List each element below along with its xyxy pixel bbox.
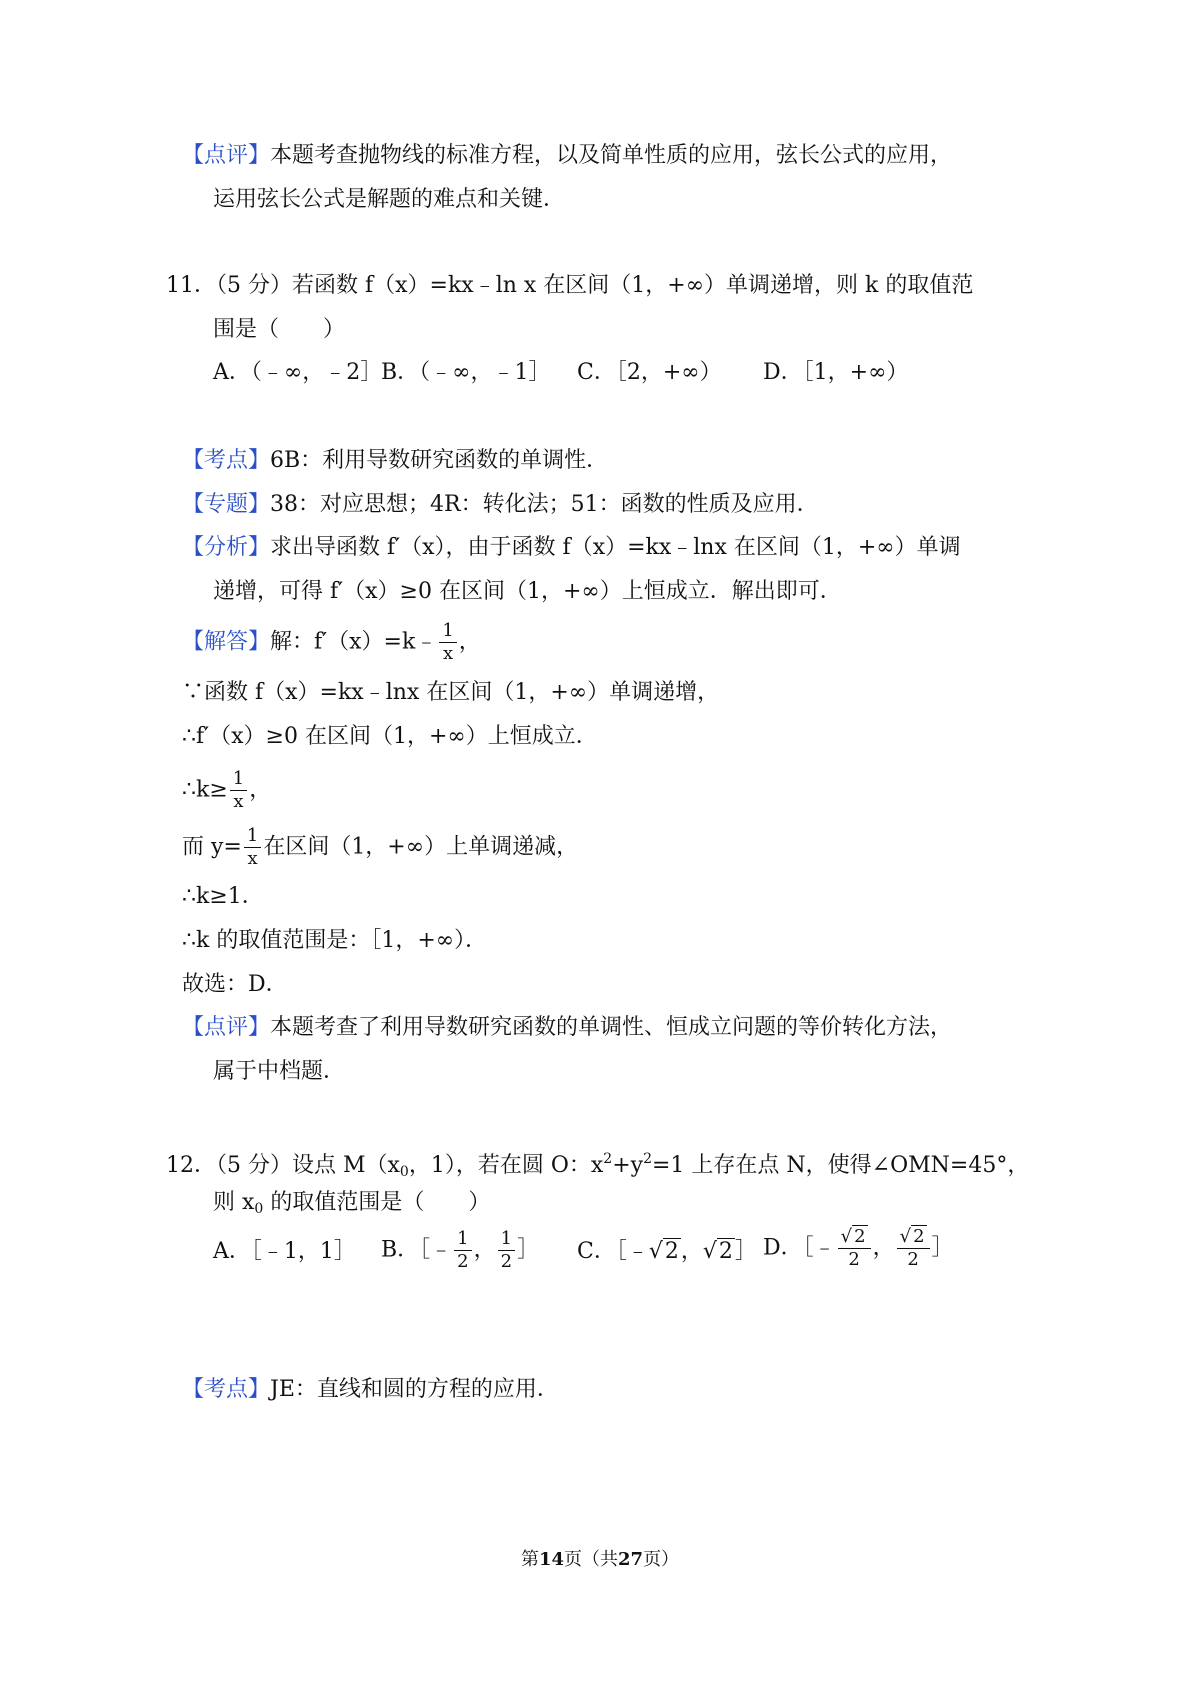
top-review-line2: 运用弦长公式是解题的难点和关键． (213, 187, 566, 212)
kaodian-text: 6B：利用导数研究函数的单调性． (270, 448, 609, 473)
fraction-sqrt2-over-2 (838, 1228, 871, 1269)
q11-kaodian (182, 445, 1050, 477)
fraction-numerator (897, 1228, 930, 1249)
radicand: 2 (913, 1226, 925, 1247)
fraction-sqrt2-over-2 (897, 1228, 930, 1269)
q11-option-c: C．［2，+∞） (577, 360, 722, 385)
fraction-denominator: 2 (848, 1249, 860, 1270)
fraction-numerator: 1 (454, 1230, 471, 1251)
fraction-numerator: 1 (244, 827, 261, 848)
review-tag: 【点评】 (182, 1015, 271, 1040)
page-number: 14 (538, 1549, 564, 1570)
jieda-tag: 【解答】 (182, 629, 271, 655)
fraction-denominator: x (247, 848, 258, 869)
q11-step6: ∴k 的取值范围是：［1，+∞）． (182, 928, 488, 953)
top-review-line1 (182, 140, 1050, 172)
step3-suffix: ， (249, 777, 272, 803)
zhuanti-text: 38：对应思想；4R：转化法；51：函数的性质及应用． (270, 492, 819, 517)
q12-option-c (577, 1236, 757, 1268)
q11-review-line2: 属于中档题． (213, 1059, 346, 1084)
option-bracket: ］ (931, 1235, 954, 1261)
fenxi-text: 求出导函数 f′（x），由于函数 f（x）=kx﹣lnx 在区间（1，+∞）单调 (270, 535, 961, 560)
subscript-0: 0 (254, 1201, 264, 1217)
option-label: B．［﹣ (381, 1237, 453, 1263)
option-label: C．［﹣ (577, 1239, 649, 1264)
q12-stem-part: 12．（5 分）设点 M（x (166, 1153, 400, 1178)
q12-kaodian (182, 1374, 1050, 1406)
step4-prefix: 而 y= (182, 834, 242, 860)
fraction-denominator: 2 (500, 1251, 513, 1272)
kaodian-tag: 【考点】 (182, 1377, 271, 1402)
option-label: D．［﹣ (763, 1235, 836, 1261)
option-bracket: ］ (517, 1237, 540, 1263)
q12-stem-line1 (166, 1143, 1050, 1188)
review-text: 本题考查抛物线的标准方程，以及简单性质的应用，弦长公式的应用， (270, 143, 953, 168)
fraction-numerator: 1 (498, 1230, 515, 1251)
kaodian-text: JE：直线和圆的方程的应用． (270, 1377, 559, 1402)
q11-stem-line1: 11．（5 分）若函数 f（x）=kx﹣ln x 在区间（1，+∞）单调递增，则 k 的取值范 (166, 273, 974, 298)
q11-step2: ∴f′（x）≥0 在区间（1，+∞）上恒成立． (182, 724, 598, 749)
review-tag: 【点评】 (182, 143, 271, 168)
q11-option-a: A．（﹣∞，﹣2］ (213, 360, 383, 385)
q12-stem-part: 的取值范围是（ ） (263, 1190, 491, 1215)
superscript-2: 2 (643, 1151, 652, 1167)
footer-text: 页（共 (564, 1549, 618, 1570)
fraction-denominator: x (442, 643, 454, 664)
fraction-numerator: 1 (230, 770, 247, 791)
q11-step5: ∴k≥1． (182, 884, 264, 909)
q11-step4 (182, 827, 1050, 868)
jieda-suffix: ， (458, 629, 481, 655)
option-separator: ， (872, 1235, 895, 1261)
step3-prefix: ∴k≥ (182, 777, 228, 803)
subscript-0: 0 (399, 1164, 409, 1180)
q12-option-b (381, 1230, 539, 1271)
q11-fenxi-line1 (182, 532, 1050, 564)
sqrt-sign: √ (840, 1226, 853, 1247)
fraction-denominator: 2 (907, 1249, 919, 1270)
fraction-1-over-2 (454, 1230, 471, 1271)
page-footer (0, 1548, 1200, 1572)
kaodian-tag: 【考点】 (182, 448, 271, 473)
fraction-numerator (838, 1228, 871, 1249)
q11-step7: 故选：D． (182, 972, 288, 997)
q11-step3 (182, 770, 1050, 811)
q12-stem-part: ，1），若在圆 O：x (408, 1153, 604, 1178)
q11-stem-line2: 围是（ ） (213, 317, 346, 342)
q12-option-a: A．［﹣1，1］ (213, 1239, 356, 1264)
radicand: 2 (854, 1226, 866, 1247)
zhuanti-tag: 【专题】 (182, 492, 271, 517)
radicand: 2 (718, 1239, 733, 1264)
option-separator: ， (680, 1239, 703, 1264)
fraction-1-over-x (230, 770, 247, 811)
fraction-1-over-2 (498, 1230, 515, 1271)
q12-stem-part: =1 上存在点 N，使得∠OMN=45°， (652, 1153, 1030, 1178)
fraction-denominator: 2 (457, 1251, 469, 1272)
q12-option-d (763, 1228, 954, 1269)
q11-step1: ∵函数 f（x）=kx﹣lnx 在区间（1，+∞）单调递增， (182, 680, 720, 705)
q12-stem-part: 则 x (213, 1190, 255, 1215)
sqrt-sign: √ (648, 1239, 663, 1264)
footer-text: 页） (643, 1549, 680, 1570)
fraction-denominator: x (233, 791, 244, 812)
jieda-prefix: 解：f′（x）=k﹣ (270, 629, 438, 655)
step4-suffix: 在区间（1，+∞）上单调递减， (263, 834, 579, 860)
q11-zhuanti (182, 489, 1050, 521)
footer-text: 第 (520, 1549, 539, 1570)
sqrt-sign: √ (702, 1239, 717, 1264)
sqrt-2 (703, 1236, 735, 1268)
q11-option-d: D．［1，+∞） (763, 360, 909, 385)
q11-option-b: B．（﹣∞，﹣1］ (381, 360, 551, 385)
sqrt-sign: √ (899, 1226, 912, 1247)
radicand: 2 (664, 1239, 679, 1264)
sqrt-2 (649, 1236, 681, 1268)
fraction-1-over-x (439, 622, 456, 663)
q12-stem-part: +y (612, 1153, 644, 1178)
fraction-numerator: 1 (439, 622, 456, 643)
fraction-1-over-x (244, 827, 261, 868)
option-bracket: ］ (734, 1239, 757, 1264)
fenxi-tag: 【分析】 (182, 535, 271, 560)
option-separator: ， (473, 1237, 496, 1263)
q12-stem-line2 (213, 1187, 1050, 1225)
q11-review-line1 (182, 1012, 1050, 1044)
q11-jieda (182, 622, 1050, 663)
total-pages: 27 (618, 1549, 644, 1570)
q11-fenxi-line2: 递增，可得 f′（x）≥0 在区间（1，+∞）上恒成立．解出即可． (213, 579, 842, 604)
superscript-2: 2 (603, 1151, 613, 1167)
review-text: 本题考查了利用导数研究函数的单调性、恒成立问题的等价转化方法， (270, 1015, 953, 1040)
